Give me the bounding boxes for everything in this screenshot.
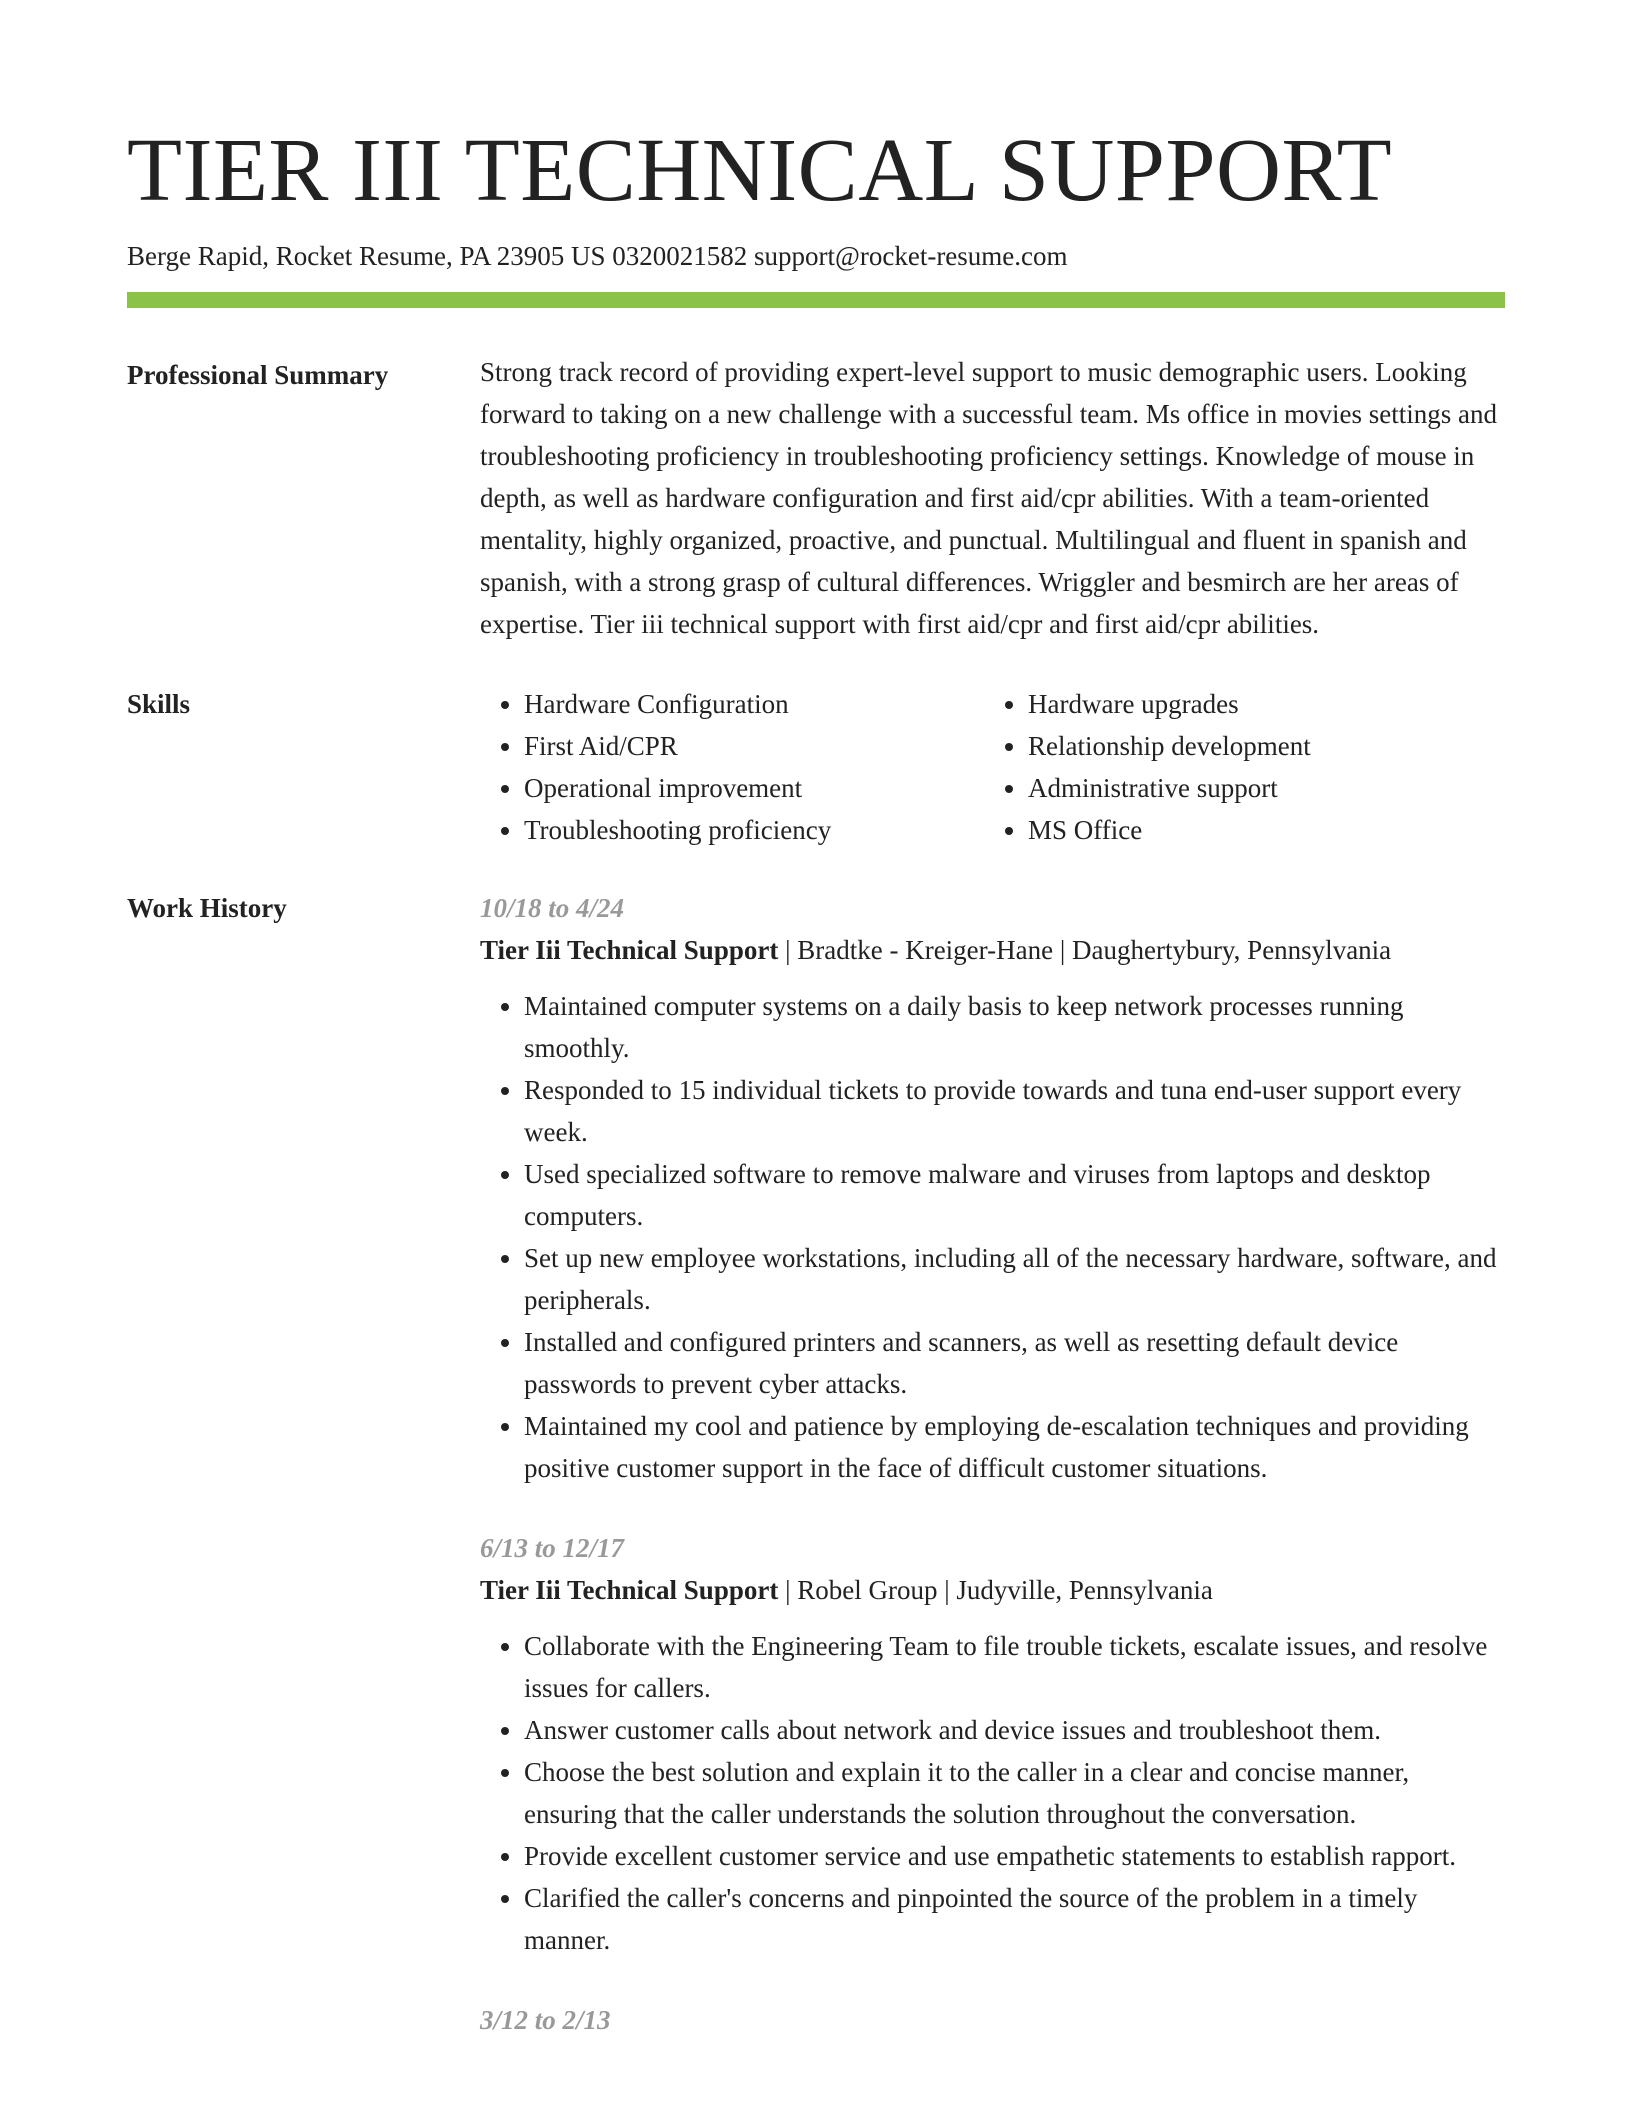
job-bullet: • Choose the best solution and explain it to the caller in a clear and concise manner, ensuring that the caller understands the solution throughout the conversation. [524, 1751, 1505, 1835]
work-history-section [127, 887, 1505, 2079]
summary-section [127, 354, 1505, 645]
job-dates: 10/18 to 4/24 [480, 893, 625, 923]
accent-divider [127, 292, 1505, 308]
job-details: | Robel Group | Judyville, Pennsylvania [778, 1575, 1213, 1605]
contact-email: support@rocket-resume.com [754, 241, 1068, 271]
job-details: | Bradtke - Kreiger-Hane | Daughertybury, Pennsylvania [778, 935, 1392, 965]
job-dates: 6/13 to 12/17 [480, 1533, 625, 1563]
job-title: Tier Iii Technical Support [480, 1575, 779, 1605]
job-bullet: • Provide excellent customer service and use empathetic statements to establish rapport. [524, 1835, 1505, 1877]
job-bullet: • Responded to 15 individual tickets to provide towards and tuna end-user support every week. [524, 1069, 1505, 1153]
job-title: Tier Iii Technical Support [480, 935, 779, 965]
skills-column-left [480, 683, 984, 851]
job-bullets [480, 985, 1505, 1489]
skill-item: • MS Office [1028, 809, 1488, 851]
job-title-line [480, 1569, 1505, 1611]
job-entry [480, 1527, 1505, 1961]
job-dates: 3/12 to 2/13 [480, 2005, 611, 2035]
job-bullets [480, 1625, 1505, 1961]
work-history-label: Work History [127, 893, 287, 923]
skill-item: • Hardware upgrades [1028, 683, 1488, 725]
work-history-list [480, 887, 1505, 2079]
summary-text: Strong track record of providing expert-level support to music demographic users. Looking forward to taking on a new challenge with a successful team. Ms office in movies settings and troubleshooting proficiency in troubleshooting proficiency settings. Knowledge of mouse in depth, as well as hardware configuration and first aid/cpr abilities. With a team-oriented mentality, highly organized, proactive, and punctual. Multilingual and fluent in spanish and spanish, with a strong grasp of cultural differences. Wriggler and besmirch are her areas of expertise. Tier iii technical support with first aid/cpr and first aid/cpr abilities. [480, 357, 1497, 639]
job-bullet: • Clarified the caller's concerns and pinpointed the source of the problem in a timely manner. [524, 1877, 1505, 1961]
resume-title: TIER III TECHNICAL SUPPORT [127, 121, 1393, 220]
job-title-line [480, 929, 1505, 971]
skills-section [127, 683, 1505, 851]
job-bullet: • Used specialized software to remove malware and viruses from laptops and desktop computers. [524, 1153, 1505, 1237]
skill-item: • Administrative support [1028, 767, 1488, 809]
skill-item: • Relationship development [1028, 725, 1488, 767]
contact-line [127, 236, 1505, 276]
job-entry [480, 1999, 1505, 2041]
skill-item: • First Aid/CPR [524, 725, 984, 767]
job-bullet: • Answer customer calls about network and device issues and troubleshoot them. [524, 1709, 1505, 1751]
job-bullet: • Maintained my cool and patience by employing de-escalation techniques and providing positive customer support in the face of difficult customer situations. [524, 1405, 1505, 1489]
skill-item: • Operational improvement [524, 767, 984, 809]
contact-address: Berge Rapid, Rocket Resume, PA 23905 US [127, 241, 606, 271]
skills-list [480, 683, 1505, 851]
job-bullet: • Installed and configured printers and scanners, as well as resetting default device passwords to prevent cyber attacks. [524, 1321, 1505, 1405]
contact-phone: 0320021582 [612, 241, 748, 271]
summary-label: Professional Summary [127, 360, 389, 390]
job-entry [480, 887, 1505, 1489]
skills-column-right [984, 683, 1488, 851]
job-bullet: • Set up new employee workstations, including all of the necessary hardware, software, and peripherals. [524, 1237, 1505, 1321]
skill-item: • Hardware Configuration [524, 683, 984, 725]
job-bullet: • Collaborate with the Engineering Team to file trouble tickets, escalate issues, and resolve issues for callers. [524, 1625, 1505, 1709]
skills-label: Skills [127, 689, 191, 719]
job-bullet: • Maintained computer systems on a daily basis to keep network processes running smoothly. [524, 985, 1505, 1069]
skill-item: • Troubleshooting proficiency [524, 809, 984, 851]
